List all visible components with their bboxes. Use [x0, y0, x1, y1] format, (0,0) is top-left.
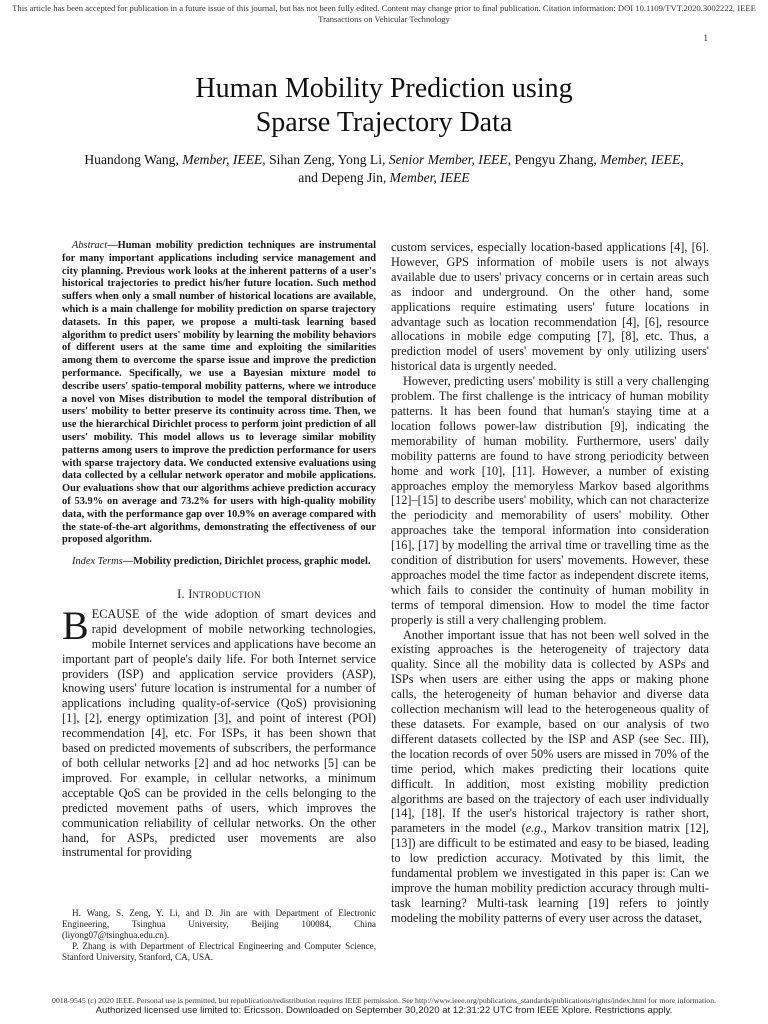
journal-notice-line2: Transactions on Vehicular Technology: [318, 14, 450, 24]
paper-title-line1: Human Mobility Prediction using: [195, 73, 573, 104]
journal-notice-line1: This article has been accepted for publication in a future issue of this journal, but has not been fully edited. Content may change prior to final publication. Citation information: DOI 10.1109/TVT.2020.3002222, IEEE: [12, 3, 756, 13]
intro-paragraph-1-text: ECAUSE of the wide adoption of smart devices and rapid development of mobile networking technologies, mobile Internet services and applications have become an important part of people's daily life. For both Internet service providers (ISP) and application service providers (ASP), knowing users' future location is instrumental for a number of applications including quality-of-service (QoS) provisioning [1], [2], energy optimization [3], and point of interest (POI) recommendation [4], etc. For ISPs, it has been shown that based on predicted movements of subscribers, the performance of both cellular networks [2] and ad hoc networks [5] can be improved. For example, in cellular networks, a minimum acceptable QoS can be provided in the cells belonging to the predicted movement paths of users, which improves the communication reliability of cellular networks. On the other hand, for ASPs, predicted user movements are also instrumental for providing: [62, 606, 376, 860]
section-heading-introduction: [62, 587, 376, 602]
section-title: Introduction: [188, 586, 261, 601]
author-5: and Depeng Jin,: [298, 170, 390, 185]
footnotes: [62, 908, 376, 963]
author-4: Pengyu Zhang,: [511, 152, 601, 167]
intro-paragraph-3-part-a: Another important issue that has not been well solved in the existing approaches is the heterogeneity of trajectory data quality. Since all the mobility data is collected by ASPs and ISPs when users are either using the apps or making phone calls, the heterogeneity of human behavior and diverse data collection mechanism will lead to the heterogeneous quality of these datasets. For example, based on our analysis of two different datasets collected by the ISP and ASP (see Sec. III), the location records of over 50% users are missed in 70% of the time period, which makes predicting their locations quite difficult. In addition, most existing mobility prediction algorithms are based on the trajectory of each user individually [14], [18]. If the user's historical trajectory is rather short, parameters in the model (: [391, 627, 709, 836]
author-2-3: Sihan Zeng, Yong Li,: [265, 152, 389, 167]
index-terms-text: —Mobility prediction, Dirichlet process, graphic model.: [122, 556, 371, 568]
intro-paragraph-1: [62, 602, 376, 860]
abstract: [62, 240, 376, 547]
index-terms: [62, 556, 376, 569]
author-3-role: Senior Member, IEEE,: [388, 152, 512, 167]
intro-paragraph-1-cont: custom services, especially location-based applications [4], [6]. However, GPS information of mobile users is not always available due to users' privacy concerns or in certain areas such as indoor and underground. On the other hand, some applications require estimating users' future locations in advantage such as location recommendation [4], [6], resource allocations in mobile edge computing [7], [8], etc. Thus, a prediction model of users' movement by only utilizing users' historical data is urgently needed.: [391, 240, 709, 374]
author-list: [40, 151, 728, 187]
author-4-role: Member, IEEE,: [600, 152, 684, 167]
intro-paragraph-2: However, predicting users' mobility is still a very challenging problem. The first challenge is the intricacy of human mobility patterns. It has been found that human's staying time at a location follows power-law distribution [9], indicating the memorability of human mobility. Furthermore, users' daily mobility patterns are found to have strong periodicity between home and work [10], [11]. However, a number of existing approaches employ the memoryless Markov based algorithms [12]–[15] to describe users' mobility, which can not characterize the periodicity and memorability of users' mobility. Other approaches take the temporal information into consideration [16], [17] by modelling the arrival time or travelling time as the condition of distribution for users' movements. However, these approaches model the time factor as independent discrete items, which fails to consider the continuity of human mobility in terms of temporal dimension. How to model the time factor properly is still a very challenging problem.: [391, 374, 709, 627]
author-1-role: Member, IEEE,: [182, 152, 266, 167]
intro-paragraph-3: [391, 628, 709, 926]
author-1: Huandong Wang,: [84, 152, 183, 167]
drop-cap: B: [62, 602, 89, 648]
intro-paragraph-3-eg: e.g.,: [525, 821, 547, 836]
abstract-label: Abstract: [72, 240, 108, 251]
index-terms-label: Index Terms: [72, 556, 123, 568]
intro-paragraph-3-part-b: Markov transition matrix [12], [13]) are difficult to be estimated and easy to be biased, leading to low prediction accuracy. Motivated by this limit, the fundamental problem we investigated in this paper is: Can we improve the human mobility prediction accuracy through multi-task learning? Multi-task learning [19] refers to jointly modeling the mobility patterns of every user across the dataset,: [391, 821, 709, 925]
journal-notice: [0, 3, 768, 25]
license-footer: Authorized licensed use limited to: Ericsson. Downloaded on September 30,2020 at 12:31:22 UTC from IEEE Xplore. Restrictions apply.: [95, 1005, 673, 1016]
left-column: [62, 240, 376, 860]
footnote-affiliation-2: P. Zhang is with Department of Electrical Engineering and Computer Science, Stanford University, Stanford, CA, USA.: [62, 941, 376, 962]
paper-title: [0, 72, 768, 140]
page-number: 1: [703, 33, 708, 43]
author-5-role: Member, IEEE: [389, 170, 470, 185]
abstract-text: —Human mobility prediction techniques are instrumental for many important applications including service management and city planning. Previous work looks at the inherent patterns of a user's historical trajectories to predict his/her future location. Such method suffers when only a small number of historical locations are available, which is a main challenge for mobility prediction on sparse trajectory datasets. In this paper, we propose a multi-task learning based algorithm to predict users' mobility by learning the mobility behaviors of different users at the same time and exploiting the similarities among them to overcome the sparse issue and improve the prediction performance. Specifically, we use a Bayesian mixture model to describe users' spatio-temporal mobility patterns, where we introduce a novel von Mises distribution to model the temporal distribution of users' mobility to better preserve its continuity across time. Then, we use the hierarchical Dirichlet process to perform joint prediction of all users' mobility. This model allows us to leverage similar mobility patterns among users to improve the prediction performance for users with sparse trajectory data. We conducted extensive evaluations using data collected by a cellular network operator and mobile applications. Our evaluations show that our algorithms achieve prediction accuracy of 53.9% on average and 73.2% for users with high-quality mobility data, with the performance gap over 10.9% on average compared with the state-of-the-art algorithms, demonstrating the effectiveness of our proposed algorithm.: [62, 240, 376, 546]
section-numeral: I.: [177, 586, 189, 601]
paper-title-line2: Sparse Trajectory Data: [255, 107, 513, 138]
copyright-footer: 0018-9545 (c) 2020 IEEE. Personal use is permitted, but republication/redistribution requires IEEE permission. See http://www.ieee.org/publications_standards/publications/rights/index.html for more information.: [51, 996, 717, 1005]
right-column: [391, 240, 709, 926]
footnote-affiliation-1: H. Wang, S. Zeng, Y. Li, and D. Jin are with Department of Electronic Engineering, Tsinghua University, Beijing 100084, China (liyong07@tsinghua.edu.cn).: [62, 908, 376, 940]
